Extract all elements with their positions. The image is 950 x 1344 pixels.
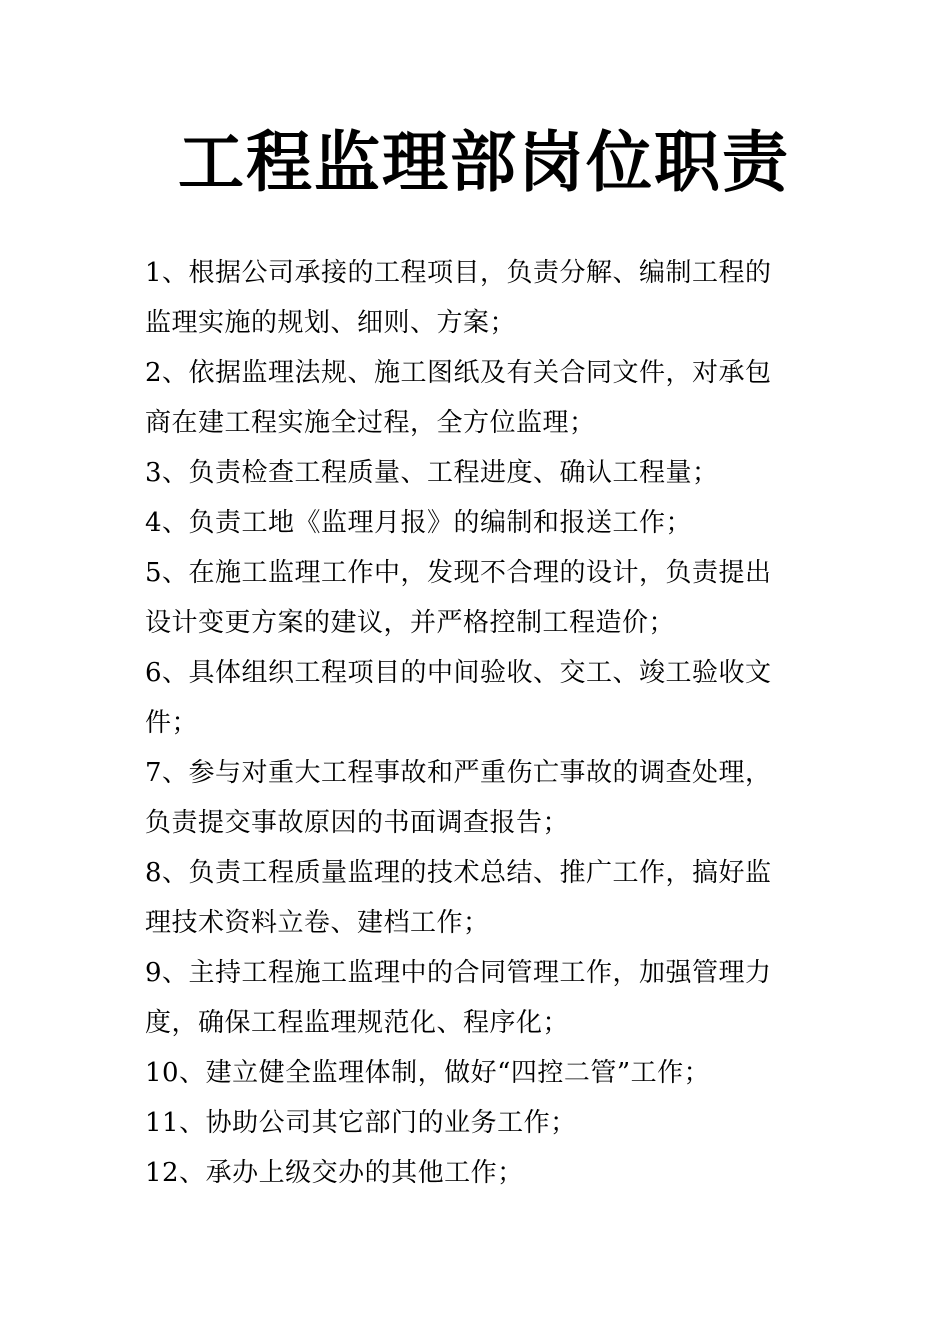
duty-line: 度，确保工程监理规范化、程序化； [145, 1008, 570, 1038]
duty-line: 3、负责检查工程质量、工程进度、确认工程量； [145, 458, 719, 488]
duty-line: 5、在施工监理工作中，发现不合理的设计，负责提出 [145, 558, 772, 588]
duty-item-8 [145, 848, 815, 948]
duty-line: 4、负责工地《监理月报》的编制和报送工作； [145, 508, 693, 538]
duty-line: 2、依据监理法规、施工图纸及有关合同文件，对承包 [145, 358, 772, 388]
duty-line: 件； [145, 708, 199, 738]
duty-line: 商在建工程实施全过程，全方位监理； [145, 408, 596, 438]
duty-line: 负责提交事故原因的书面调查报告； [145, 808, 570, 838]
duty-item-10 [145, 1048, 815, 1098]
duty-item-11 [145, 1098, 815, 1148]
duty-item-1 [145, 248, 815, 348]
duty-item-2 [145, 348, 815, 448]
duty-item-4 [145, 498, 815, 548]
duty-item-6 [145, 648, 815, 748]
duty-line: 9、主持工程施工监理中的合同管理工作，加强管理力 [145, 958, 772, 988]
duty-item-3 [145, 448, 815, 498]
duty-line: 7、参与对重大工程事故和严重伤亡事故的调查处理， [145, 758, 772, 788]
duty-line: 监理实施的规划、细则、方案； [145, 308, 517, 338]
duty-list [145, 248, 815, 1198]
duty-line: 1、根据公司承接的工程项目，负责分解、编制工程的 [145, 258, 772, 288]
duty-item-12 [145, 1148, 815, 1198]
duty-line: 6、具体组织工程项目的中间验收、交工、竣工验收文 [145, 658, 772, 688]
duty-line: 8、负责工程质量监理的技术总结、推广工作，搞好监 [145, 858, 772, 888]
document-title: 工程监理部岗位职责 [178, 124, 790, 201]
duty-item-5 [145, 548, 815, 648]
duty-line: 12、承办上级交办的其他工作； [145, 1158, 524, 1188]
duty-item-9 [145, 948, 815, 1048]
duty-line: 设计变更方案的建议，并严格控制工程造价； [145, 608, 676, 638]
duty-item-7 [145, 748, 815, 848]
duty-line: 11、协助公司其它部门的业务工作； [145, 1108, 577, 1138]
duty-line: 10、建立健全监理体制，做好“四控二管”工作； [145, 1058, 711, 1088]
duty-line: 理技术资料立卷、建档工作； [145, 908, 490, 938]
